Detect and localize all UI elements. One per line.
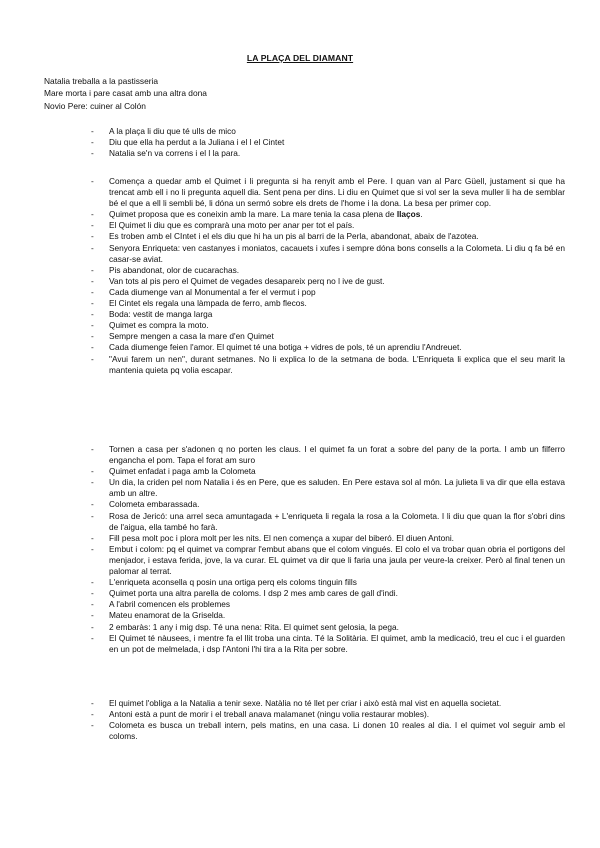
list-item: - Pis abandonat, olor de cucarachas. [91, 265, 565, 276]
bullet-list-2 [91, 176, 565, 376]
list-item: - Van tots al pis pero el Quimet de vegades desapareix perq no l ive de gust. [91, 276, 565, 287]
list-item: - Boda: vestit de manga larga [91, 309, 565, 320]
bullet-list-3 [91, 444, 565, 655]
list-item: - Quimet proposa que es coneixin amb la mare. La mare tenia la casa plena de llaços. [91, 209, 565, 220]
list-item: - El Quimet té nàusees, i mentre fa el llit troba una cinta. Té la Solitària. El quimet, amb la medicació, treu el cuc i el guarden en un pot de melmelada, i dsp l'Antoni l'hi tira a la Rita per sobre. [91, 633, 565, 655]
intro-line: Natalia treballa a la pastisseria [44, 76, 159, 86]
list-item: - Antoni està a punt de morir i el treball anava malamanet (ningu volia restaurar mobles). [91, 709, 565, 720]
list-item: - "Avui farem un nen", durant setmanes. No li explica lo de la setmana de boda. L'Enriqueta li explica que el seu marit la mantenia quieta pq volia escapar. [91, 354, 565, 376]
list-item: - A la plaça li diu que té ulls de mico [91, 126, 565, 137]
intro-line: Novio Pere: cuiner al Colón [44, 100, 146, 111]
list-item: - Sempre mengen a casa la mare d'en Quimet [91, 331, 565, 342]
list-item: - Cada diumenge van al Monumental a fer el vermut i pop [91, 287, 565, 298]
list-item: - Rosa de Jericó: una arrel seca amuntagada + L'enriqueta li regala la rosa a la Colometa. I li diu que quan la flor s'obri dins de l'aigua, ella també ho farà. [91, 511, 565, 533]
list-item: - Colometa embarassada. [91, 499, 565, 510]
list-item: - Quimet enfadat i paga amb la Colometa [91, 466, 565, 477]
intro-block [44, 75, 564, 112]
list-item: - Mateu enamorat de la Griselda. [91, 610, 565, 621]
list-item: - Tornen a casa per s'adonen q no porten les claus. I el quimet fa un forat a sobre del pany de la porta. I amb un filferro engancha el pom. Tapa el forat am suro [91, 444, 565, 466]
list-item: - Fill pesa molt poc i plora molt per les nits. El nen comença a xupar del biberó. El diuen Antoni. [91, 533, 565, 544]
list-item: - Embut i colom: pq el quimet va comprar l'embut abans que el colom vingués. El colo el va trobar quan obria el portigons del menjador, i estava ferida, jove, la va curar. EL quimet va dir que li faria una jaula per veure-la creixer. Però al final tenen un palomar al terrat. [91, 544, 565, 577]
list-item: - El quimet l'obliga a la Natalia a tenir sexe. Natàlia no té llet per criar i això està mal vist en aquella societat. [91, 698, 565, 709]
list-item-text: Quimet proposa que es coneixin amb la mare. La mare tenia la casa plena de [109, 209, 395, 220]
list-item: - Comença a quedar amb el Quimet i li pregunta si ha renyit amb el Pere. I quan van al Parc Güell, justament si que ha trencat amb ell i no li pregunta aquell dia. Sent pena per dins. Li diu en Quimet que si vol ser la seva muller li ha de semblar bé el que a ell li sembli bé, li dóna un sermó sobre els drets de l'home i la dona. La besa per primer cop. [91, 176, 565, 209]
list-item: - Colometa es busca un treball intern, pels matins, en una casa. Li donen 10 reales al dia. I el quimet vol seguir amb el coloms. [91, 720, 565, 742]
list-item: - Senyora Enriqueta: ven castanyes i moniatos, cacauets i xufes i sempre dóna bons consells a la Colometa. Li diu q fa bé en casar-se aviat. [91, 243, 565, 265]
list-item: - Un dia, la criden pel nom Natalia i és en Pere, que es saluden. En Pere estava sol al món. La julieta li va dir que ella estava amb un altre. [91, 477, 565, 499]
list-item: - Cada diumenge feien l'amor. El quimet té una botiga + vidres de pols, té un aprendiu l'Andreuet. [91, 342, 565, 353]
list-item: - Natalia se'n va correns i el l la para. [91, 148, 565, 159]
list-item: - 2 embaràs: 1 any i mig dsp. Té una nena: Rita. El quimet sent gelosia, la pega. [91, 622, 565, 633]
bullet-list-1 [91, 126, 565, 159]
list-item: - Quimet es compra la moto. [91, 320, 565, 331]
list-item: - Quimet porta una altra parella de coloms. I dsp 2 mes amb cares de gall d'indi. [91, 588, 565, 599]
bold-word: llaços [396, 209, 421, 220]
document-title: LA PLAÇA DEL DIAMANT [246, 53, 354, 63]
list-item: - Es troben amb el CIntet i el els diu que hi ha un pis al barri de la Perla, abandonat, abaix de l'azotea. [91, 231, 565, 242]
list-item: - L'enriqueta aconsella q posin una ortiga perq els coloms tinguin fills [91, 577, 565, 588]
bullet-list-4 [91, 698, 565, 742]
list-item: - El Quimet li diu que es comprarà una moto per anar per tot el país. [91, 220, 565, 231]
list-item: - A l'abril comencen els problemes [91, 599, 565, 610]
list-item: - El Cintet els regala una làmpada de ferro, amb flecos. [91, 298, 565, 309]
intro-line: Mare morta i pare casat amb una altra dona [44, 88, 207, 99]
list-item: - Diu que ella ha perdut a la Juliana i el l el Cintet [91, 137, 565, 148]
